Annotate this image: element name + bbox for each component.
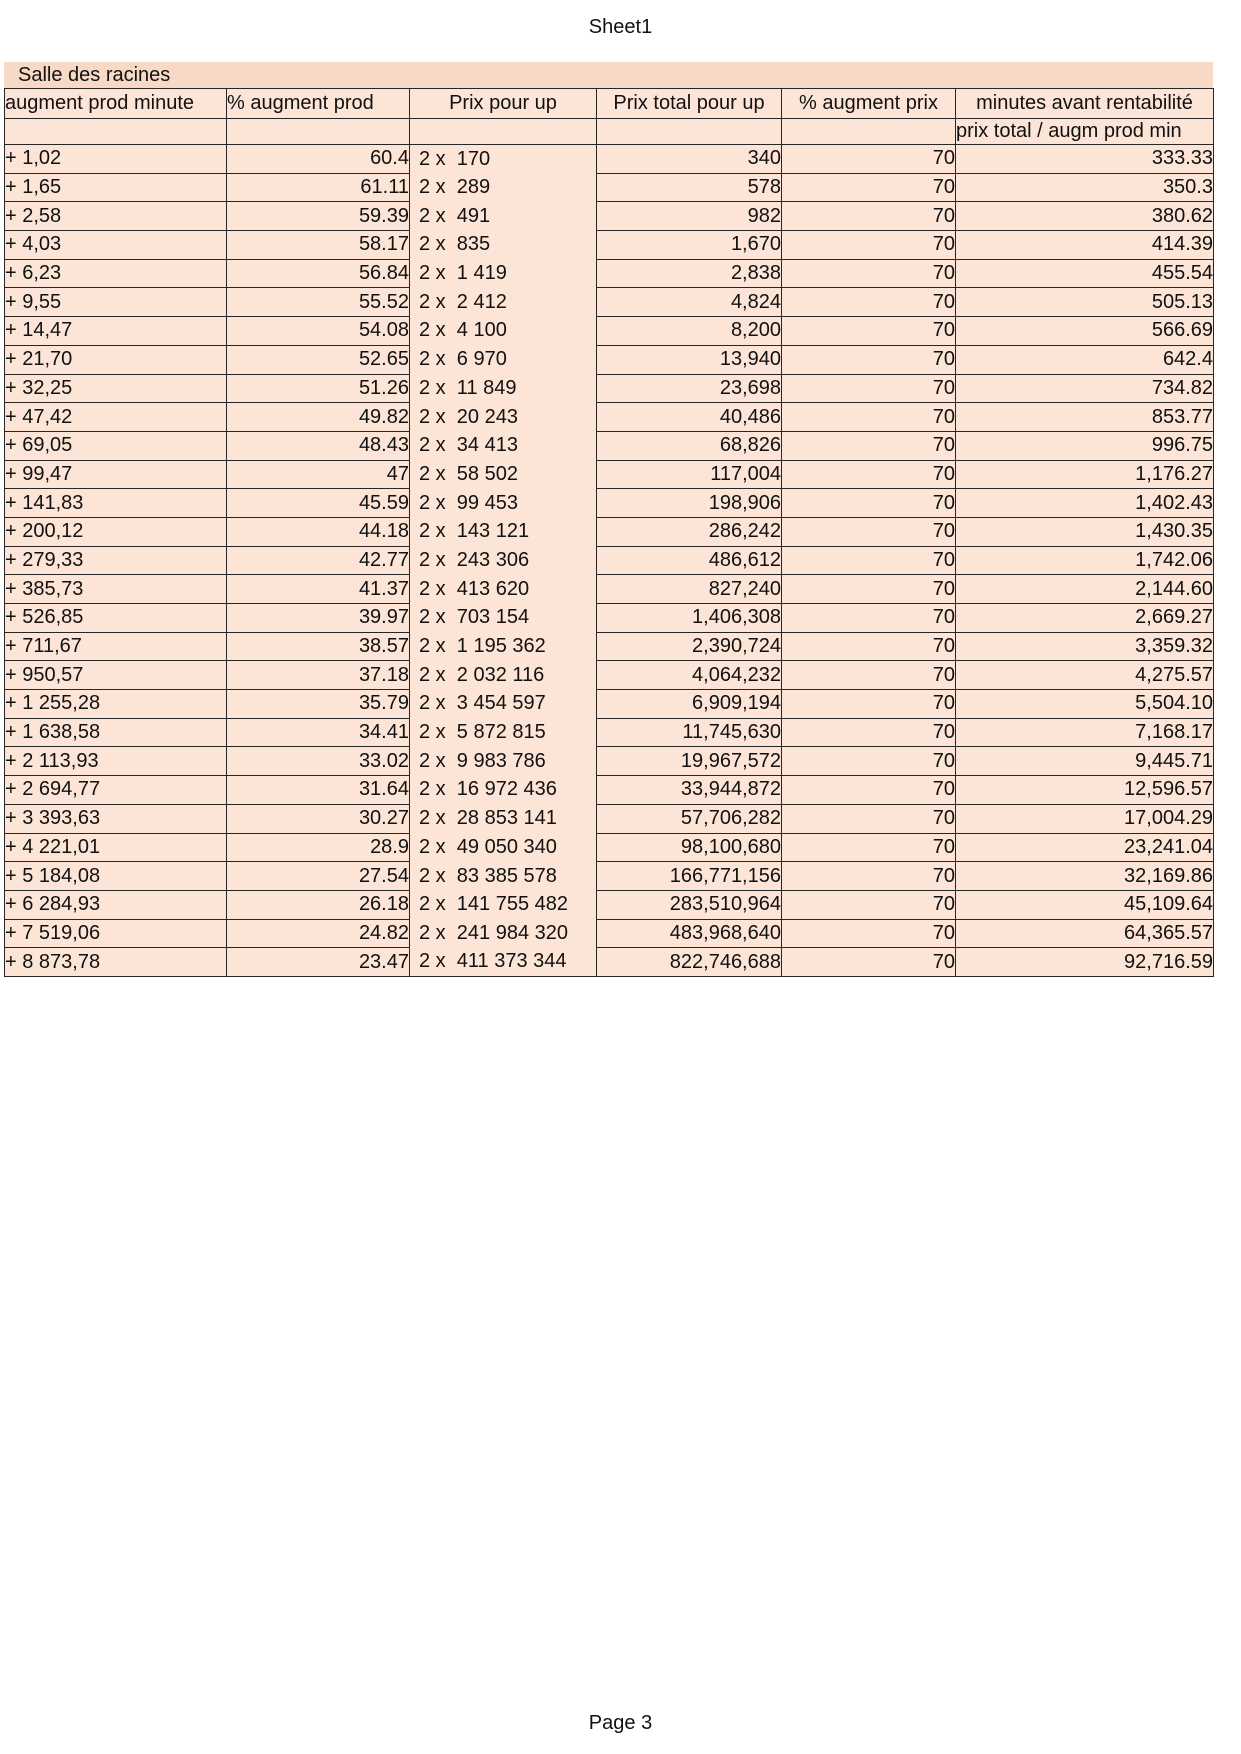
data-cell: 340 bbox=[597, 145, 782, 174]
data-cell: 2 x 49 050 340 bbox=[410, 833, 597, 862]
data-cell: 1,176.27 bbox=[956, 460, 1214, 489]
data-cell: 827,240 bbox=[597, 575, 782, 604]
data-cell: + 950,57 bbox=[5, 661, 227, 690]
data-cell: 2,390,724 bbox=[597, 632, 782, 661]
data-cell: 2 x 1 419 bbox=[410, 259, 597, 288]
table-row bbox=[5, 776, 1214, 805]
table-row bbox=[5, 431, 1214, 460]
data-cell: 70 bbox=[782, 575, 956, 604]
data-cell: 2 x 2 412 bbox=[410, 288, 597, 317]
data-cell: 734.82 bbox=[956, 374, 1214, 403]
table-body bbox=[5, 145, 1214, 977]
data-cell: 996.75 bbox=[956, 431, 1214, 460]
data-cell: 48.43 bbox=[227, 431, 410, 460]
data-cell: 56.84 bbox=[227, 259, 410, 288]
data-cell: 1,670 bbox=[597, 231, 782, 260]
data-cell: 4,064,232 bbox=[597, 661, 782, 690]
header-cell-0: augment prod minute bbox=[5, 89, 227, 119]
table-row bbox=[5, 489, 1214, 518]
data-cell: 70 bbox=[782, 919, 956, 948]
data-cell: 30.27 bbox=[227, 804, 410, 833]
data-cell: 1,402.43 bbox=[956, 489, 1214, 518]
data-cell: 2 x 411 373 344 bbox=[410, 948, 597, 977]
subheader-cell-4 bbox=[782, 119, 956, 145]
data-cell: 286,242 bbox=[597, 517, 782, 546]
data-cell: 60.4 bbox=[227, 145, 410, 174]
table-row bbox=[5, 231, 1214, 260]
data-cell: + 385,73 bbox=[5, 575, 227, 604]
data-cell: 42.77 bbox=[227, 546, 410, 575]
table-row bbox=[5, 259, 1214, 288]
data-cell: 70 bbox=[782, 403, 956, 432]
data-cell: + 2 694,77 bbox=[5, 776, 227, 805]
data-cell: 70 bbox=[782, 317, 956, 346]
data-cell: 70 bbox=[782, 833, 956, 862]
data-cell: 4,824 bbox=[597, 288, 782, 317]
data-cell: 19,967,572 bbox=[597, 747, 782, 776]
data-cell: 853.77 bbox=[956, 403, 1214, 432]
data-cell: + 200,12 bbox=[5, 517, 227, 546]
data-cell: 3,359.32 bbox=[956, 632, 1214, 661]
data-cell: + 2 113,93 bbox=[5, 747, 227, 776]
data-cell: 34.41 bbox=[227, 718, 410, 747]
data-cell: 70 bbox=[782, 345, 956, 374]
data-cell: 70 bbox=[782, 288, 956, 317]
header-cell-3: Prix total pour up bbox=[597, 89, 782, 119]
data-cell: 70 bbox=[782, 718, 956, 747]
data-cell: 6,909,194 bbox=[597, 690, 782, 719]
data-cell: 35.79 bbox=[227, 690, 410, 719]
data-cell: 2 x 28 853 141 bbox=[410, 804, 597, 833]
header-cell-5: minutes avant rentabilité bbox=[956, 89, 1214, 119]
data-cell: 45,109.64 bbox=[956, 890, 1214, 919]
data-cell: 1,430.35 bbox=[956, 517, 1214, 546]
data-cell: 5,504.10 bbox=[956, 690, 1214, 719]
data-cell: + 6 284,93 bbox=[5, 890, 227, 919]
data-cell: 70 bbox=[782, 604, 956, 633]
data-cell: 117,004 bbox=[597, 460, 782, 489]
data-cell: 486,612 bbox=[597, 546, 782, 575]
data-cell: 2 x 2 032 116 bbox=[410, 661, 597, 690]
data-cell: 2 x 99 453 bbox=[410, 489, 597, 518]
data-cell: + 47,42 bbox=[5, 403, 227, 432]
data-cell: 70 bbox=[782, 517, 956, 546]
sheet-title: Sheet1 bbox=[588, 16, 653, 38]
data-cell: + 9,55 bbox=[5, 288, 227, 317]
data-cell: + 2,58 bbox=[5, 202, 227, 231]
table-row bbox=[5, 345, 1214, 374]
table-row bbox=[5, 145, 1214, 174]
data-cell: 13,940 bbox=[597, 345, 782, 374]
data-cell: + 141,83 bbox=[5, 489, 227, 518]
data-cell: 1,742.06 bbox=[956, 546, 1214, 575]
table-row bbox=[5, 317, 1214, 346]
data-cell: 2 x 1 195 362 bbox=[410, 632, 597, 661]
data-cell: + 4 221,01 bbox=[5, 833, 227, 862]
table-row bbox=[5, 833, 1214, 862]
data-cell: + 279,33 bbox=[5, 546, 227, 575]
data-cell: 33,944,872 bbox=[597, 776, 782, 805]
page-number-footer: Page 3 bbox=[588, 1712, 653, 1734]
data-cell: 59.39 bbox=[227, 202, 410, 231]
data-cell: 44.18 bbox=[227, 517, 410, 546]
data-cell: 61.11 bbox=[227, 173, 410, 202]
data-cell: 38.57 bbox=[227, 632, 410, 661]
table-row bbox=[5, 661, 1214, 690]
subheader-cell-0 bbox=[5, 119, 227, 145]
data-cell: 2 x 170 bbox=[410, 145, 597, 174]
data-cell: 64,365.57 bbox=[956, 919, 1214, 948]
table-row bbox=[5, 374, 1214, 403]
data-cell: 2 x 703 154 bbox=[410, 604, 597, 633]
data-cell: + 7 519,06 bbox=[5, 919, 227, 948]
data-cell: 578 bbox=[597, 173, 782, 202]
data-cell: 70 bbox=[782, 374, 956, 403]
data-cell: 2 x 5 872 815 bbox=[410, 718, 597, 747]
data-cell: 47 bbox=[227, 460, 410, 489]
data-cell: 350.3 bbox=[956, 173, 1214, 202]
data-cell: 2 x 413 620 bbox=[410, 575, 597, 604]
data-cell: 24.82 bbox=[227, 919, 410, 948]
data-cell: 70 bbox=[782, 231, 956, 260]
data-cell: 70 bbox=[782, 661, 956, 690]
data-cell: 2 x 58 502 bbox=[410, 460, 597, 489]
data-cell: + 69,05 bbox=[5, 431, 227, 460]
data-cell: 822,746,688 bbox=[597, 948, 782, 977]
data-cell: 2 x 34 413 bbox=[410, 431, 597, 460]
data-cell: 2 x 143 121 bbox=[410, 517, 597, 546]
data-cell: 2 x 241 984 320 bbox=[410, 919, 597, 948]
table-row bbox=[5, 718, 1214, 747]
subheader-cell-1 bbox=[227, 119, 410, 145]
data-cell: 70 bbox=[782, 489, 956, 518]
table-row bbox=[5, 919, 1214, 948]
data-cell: 32,169.86 bbox=[956, 862, 1214, 891]
data-cell: + 6,23 bbox=[5, 259, 227, 288]
table-row bbox=[5, 604, 1214, 633]
table-row bbox=[5, 460, 1214, 489]
data-cell: + 4,03 bbox=[5, 231, 227, 260]
header-cell-4: % augment prix bbox=[782, 89, 956, 119]
table-row bbox=[5, 575, 1214, 604]
table-header bbox=[5, 89, 1214, 145]
data-cell: 2 x 20 243 bbox=[410, 403, 597, 432]
data-cell: 70 bbox=[782, 632, 956, 661]
data-cell: 166,771,156 bbox=[597, 862, 782, 891]
data-cell: + 8 873,78 bbox=[5, 948, 227, 977]
data-cell: 58.17 bbox=[227, 231, 410, 260]
data-cell: 2 x 289 bbox=[410, 173, 597, 202]
table-title: Salle des racines bbox=[4, 62, 1213, 88]
spreadsheet-table-region bbox=[4, 62, 1213, 977]
data-cell: 333.33 bbox=[956, 145, 1214, 174]
data-cell: 982 bbox=[597, 202, 782, 231]
table-row bbox=[5, 202, 1214, 231]
data-cell: 52.65 bbox=[227, 345, 410, 374]
data-cell: 2 x 835 bbox=[410, 231, 597, 260]
data-cell: 455.54 bbox=[956, 259, 1214, 288]
data-cell: + 1,02 bbox=[5, 145, 227, 174]
data-cell: + 711,67 bbox=[5, 632, 227, 661]
data-cell: 9,445.71 bbox=[956, 747, 1214, 776]
table-row bbox=[5, 288, 1214, 317]
data-cell: 54.08 bbox=[227, 317, 410, 346]
table-row bbox=[5, 890, 1214, 919]
data-cell: 2,144.60 bbox=[956, 575, 1214, 604]
data-cell: + 21,70 bbox=[5, 345, 227, 374]
data-cell: + 99,47 bbox=[5, 460, 227, 489]
data-cell: 55.52 bbox=[227, 288, 410, 317]
data-cell: 2 x 3 454 597 bbox=[410, 690, 597, 719]
data-cell: 70 bbox=[782, 546, 956, 575]
data-cell: + 5 184,08 bbox=[5, 862, 227, 891]
data-cell: 8,200 bbox=[597, 317, 782, 346]
data-cell: 70 bbox=[782, 460, 956, 489]
data-cell: 39.97 bbox=[227, 604, 410, 633]
data-cell: 37.18 bbox=[227, 661, 410, 690]
data-cell: 7,168.17 bbox=[956, 718, 1214, 747]
data-cell: 4,275.57 bbox=[956, 661, 1214, 690]
data-cell: 2 x 243 306 bbox=[410, 546, 597, 575]
data-cell: 566.69 bbox=[956, 317, 1214, 346]
data-cell: 31.64 bbox=[227, 776, 410, 805]
table-row bbox=[5, 403, 1214, 432]
data-cell: 45.59 bbox=[227, 489, 410, 518]
subheader-cell-5: prix total / augm prod min bbox=[956, 119, 1214, 145]
data-cell: 17,004.29 bbox=[956, 804, 1214, 833]
data-cell: 380.62 bbox=[956, 202, 1214, 231]
data-cell: + 1 255,28 bbox=[5, 690, 227, 719]
table-row bbox=[5, 948, 1214, 977]
data-cell: 70 bbox=[782, 747, 956, 776]
data-cell: 68,826 bbox=[597, 431, 782, 460]
data-cell: 70 bbox=[782, 804, 956, 833]
table-row bbox=[5, 804, 1214, 833]
data-cell: 2 x 6 970 bbox=[410, 345, 597, 374]
table-row bbox=[5, 690, 1214, 719]
data-cell: 505.13 bbox=[956, 288, 1214, 317]
data-cell: 2 x 141 755 482 bbox=[410, 890, 597, 919]
subheader-cell-3 bbox=[597, 119, 782, 145]
data-cell: + 32,25 bbox=[5, 374, 227, 403]
data-cell: 2 x 83 385 578 bbox=[410, 862, 597, 891]
data-cell: 2 x 491 bbox=[410, 202, 597, 231]
data-cell: 70 bbox=[782, 776, 956, 805]
data-cell: 483,968,640 bbox=[597, 919, 782, 948]
data-cell: + 14,47 bbox=[5, 317, 227, 346]
data-cell: + 1 638,58 bbox=[5, 718, 227, 747]
data-cell: 2 x 4 100 bbox=[410, 317, 597, 346]
data-cell: 2 x 11 849 bbox=[410, 374, 597, 403]
data-cell: 198,906 bbox=[597, 489, 782, 518]
data-cell: 23,241.04 bbox=[956, 833, 1214, 862]
data-cell: 283,510,964 bbox=[597, 890, 782, 919]
data-cell: 2,838 bbox=[597, 259, 782, 288]
data-cell: 12,596.57 bbox=[956, 776, 1214, 805]
data-cell: 70 bbox=[782, 948, 956, 977]
data-cell: 2,669.27 bbox=[956, 604, 1214, 633]
table-row bbox=[5, 632, 1214, 661]
data-table bbox=[4, 88, 1214, 977]
table-row bbox=[5, 747, 1214, 776]
data-cell: 70 bbox=[782, 890, 956, 919]
data-cell: 41.37 bbox=[227, 575, 410, 604]
table-row bbox=[5, 862, 1214, 891]
data-cell: 70 bbox=[782, 145, 956, 174]
data-cell: 642.4 bbox=[956, 345, 1214, 374]
data-cell: 51.26 bbox=[227, 374, 410, 403]
data-cell: 414.39 bbox=[956, 231, 1214, 260]
data-cell: 40,486 bbox=[597, 403, 782, 432]
data-cell: 26.18 bbox=[227, 890, 410, 919]
data-cell: 70 bbox=[782, 862, 956, 891]
data-cell: 28.9 bbox=[227, 833, 410, 862]
data-cell: 33.02 bbox=[227, 747, 410, 776]
data-cell: 70 bbox=[782, 259, 956, 288]
data-cell: 1,406,308 bbox=[597, 604, 782, 633]
data-cell: + 526,85 bbox=[5, 604, 227, 633]
data-cell: 98,100,680 bbox=[597, 833, 782, 862]
table-row bbox=[5, 517, 1214, 546]
data-cell: 27.54 bbox=[227, 862, 410, 891]
data-cell: 70 bbox=[782, 690, 956, 719]
data-cell: 70 bbox=[782, 202, 956, 231]
data-cell: 70 bbox=[782, 431, 956, 460]
table-row bbox=[5, 546, 1214, 575]
data-cell: 2 x 16 972 436 bbox=[410, 776, 597, 805]
subheader-cell-2 bbox=[410, 119, 597, 145]
data-cell: + 3 393,63 bbox=[5, 804, 227, 833]
header-cell-1: % augment prod bbox=[227, 89, 410, 119]
data-cell: + 1,65 bbox=[5, 173, 227, 202]
table-row bbox=[5, 173, 1214, 202]
data-cell: 2 x 9 983 786 bbox=[410, 747, 597, 776]
data-cell: 49.82 bbox=[227, 403, 410, 432]
data-cell: 70 bbox=[782, 173, 956, 202]
header-cell-2: Prix pour up bbox=[410, 89, 597, 119]
data-cell: 23,698 bbox=[597, 374, 782, 403]
data-cell: 92,716.59 bbox=[956, 948, 1214, 977]
data-cell: 57,706,282 bbox=[597, 804, 782, 833]
data-cell: 23.47 bbox=[227, 948, 410, 977]
data-cell: 11,745,630 bbox=[597, 718, 782, 747]
